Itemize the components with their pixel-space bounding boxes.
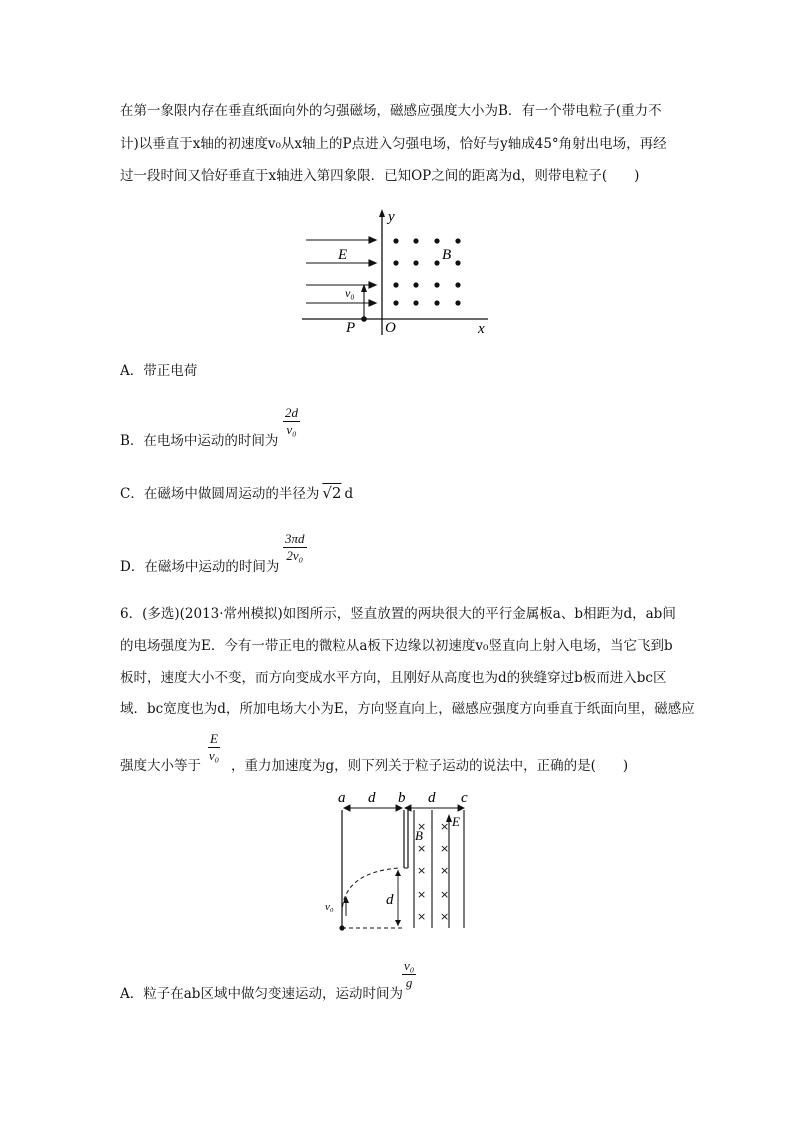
q6-line-3: 板时，速度大小不变，而方向变成水平方向，且刚好从高度也为d的狭缝穿过b板而进入bc区 (120, 670, 667, 686)
fraction-denominator: v₀ (286, 422, 297, 437)
cross-mark: × (417, 842, 427, 855)
figure-1-field-diagram (300, 205, 500, 337)
fig1-e-label: E (338, 247, 348, 263)
fig2-d3-label: d (386, 892, 394, 908)
fig2-v0-label: v₀ (325, 901, 334, 913)
q6-line-5 (120, 757, 628, 775)
q5-option-c-unit: d (344, 486, 354, 502)
cross-mark: × (417, 888, 427, 901)
cross-mark: × (440, 888, 450, 901)
q5-option-b-fraction (283, 405, 300, 438)
fig2-d1-label: d (368, 790, 376, 806)
figure-2-plates-diagram (320, 788, 480, 938)
q6-option-a-fraction (402, 958, 416, 991)
q5-line-3: 过一段时间又恰好垂直于x轴进入第四象限．已知OP之间的距离为d，则带电粒子( ) (120, 168, 640, 184)
q6-line-2: 的电场强度为E．今有一带正电的微粒从a板下边缘以初速度v₀竖直向上射入电场，当它飞到b (120, 638, 673, 654)
fig1-v0-label: v₀ (345, 286, 355, 300)
q6-line-5-prefix: 强度大小等于 (120, 758, 201, 774)
q6-line-5-suffix: ，重力加速度为g，则下列关于粒子运动的说法中，正确的是( ) (231, 758, 629, 774)
fig2-d2-label: d (428, 790, 436, 806)
q5-line-2: 计)以垂直于x轴的初速度v₀从x轴上的P点进入匀强电场，恰好与y轴成45°角射出电场，再经 (120, 136, 667, 152)
sqrt-symbol: √2 (322, 484, 342, 502)
fig1-o-label: O (385, 320, 396, 336)
fig1-x-label: x (478, 321, 485, 337)
cross-mark: × (440, 910, 450, 923)
q6-line-1: 6．(多选)(2013·常州模拟)如图所示，竖直放置的两块很大的平行金属板a、b相距为d，ab间 (120, 606, 676, 622)
cross-mark: × (417, 864, 427, 877)
fig1-p-label: P (346, 320, 356, 336)
q6-line-4: 域．bc宽度也为d，所加电场大小为E，方向竖直向上，磁感应强度方向垂直于纸面向里，磁感应 (120, 701, 695, 717)
q5-option-c-text: C．在磁场中做圆周运动的半径为 (120, 486, 320, 502)
fig1-b-label: B (442, 247, 452, 263)
fig1-y-label: y (388, 209, 395, 225)
q5-option-b: B．在电场中运动的时间为 (120, 433, 279, 449)
fraction-denominator: 2v₀ (286, 548, 304, 563)
q5-option-c (120, 484, 353, 503)
q5-option-a: A．带正电荷 (120, 363, 198, 379)
cross-mark: × (440, 842, 450, 855)
fig2-e-field-label: E (452, 814, 460, 829)
fig2-c-label: c (461, 790, 468, 806)
cross-mark: × (417, 820, 427, 833)
q5-option-d-fraction (283, 531, 307, 564)
fraction-numerator: E (210, 731, 218, 746)
fig2-b-label: b (398, 790, 406, 806)
fraction-denominator: g (405, 975, 413, 990)
fraction-numerator: 3πd (285, 531, 305, 546)
fraction-numerator: v₀ (404, 958, 415, 973)
cross-mark: × (440, 820, 450, 833)
fig2-b-field-label: B (415, 828, 423, 843)
fraction-numerator: 2d (285, 405, 298, 420)
q6-option-a: A．粒子在ab区域中做匀变速运动，运动时间为 (120, 986, 403, 1002)
fraction-denominator: v₀ (208, 748, 220, 763)
q5-option-d: D．在磁场中运动的时间为 (120, 559, 280, 575)
q5-line-1: 在第一象限内存在垂直纸面向外的匀强磁场，磁感应强度大小为B．有一个带电粒子(重力不 (120, 103, 662, 119)
cross-mark: × (417, 910, 427, 923)
fig2-a-label: a (338, 790, 346, 806)
cross-mark: × (440, 864, 450, 877)
